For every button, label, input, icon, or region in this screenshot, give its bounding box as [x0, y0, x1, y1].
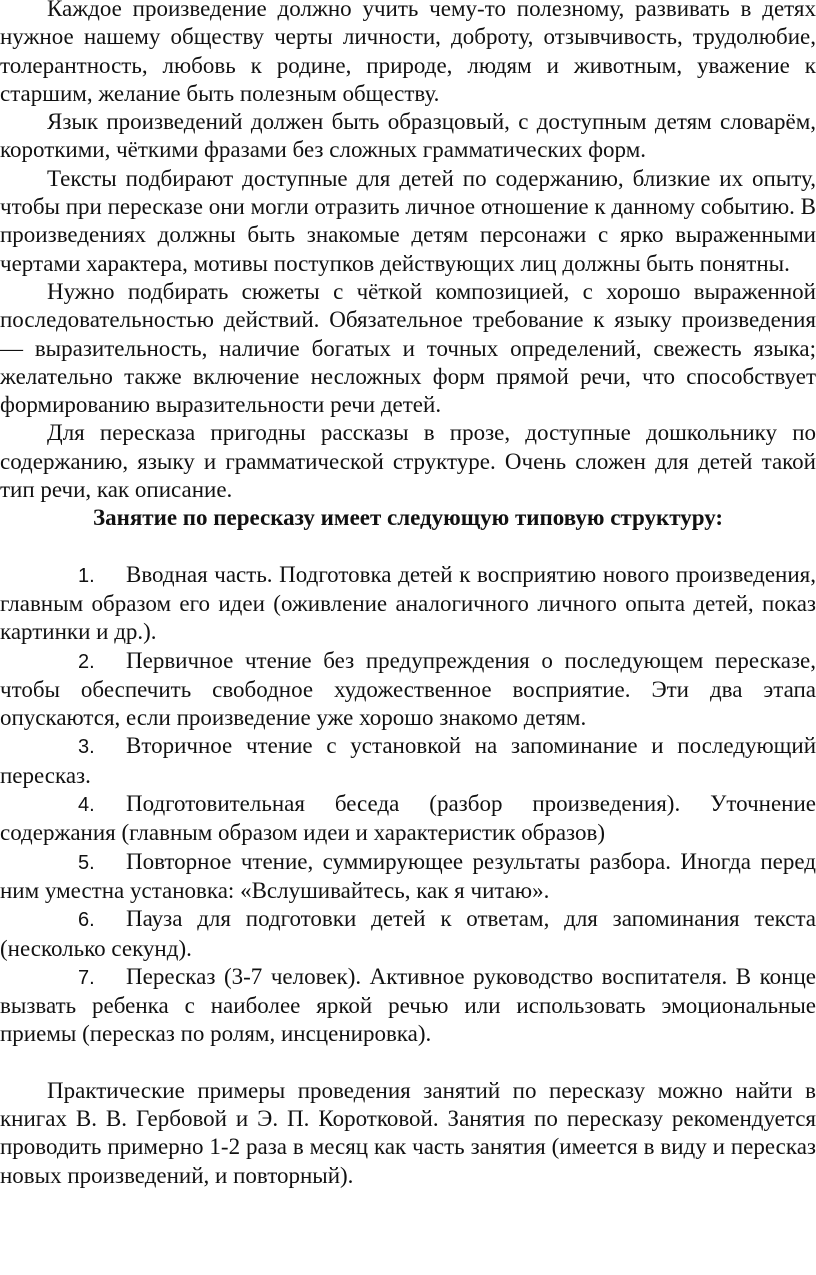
paragraph-3: Тексты подбирают доступные для детей по содержанию, близкие их опыту, чтобы при пересказе они могли отразить личное отношение к данному событию. В произведениях должны быть знакомые детям персонажи с ярко выраженными чертами характера, мотивы поступков действующих лиц должны быть понятны. [0, 165, 816, 276]
list-item-number: 2. [78, 650, 95, 673]
final-paragraph: Практические примеры проведения занятий по пересказу можно найти в книгах В. В. Гербовой и Э. П. Коротковой. Занятия по пересказу рекомендуется проводить примерно 1-2 раза в месяц как часть занятия (имеется в виду и пересказ новых произведений, и повторный). [0, 1077, 816, 1188]
list-item [0, 905, 816, 963]
list-item-number: 6. [78, 909, 95, 932]
list-item-text: Пересказ (3-7 человек). Активное руководство воспитателя. В конце вызвать ребенка с наиболее яркой речью или использовать эмоциональные приемы (пересказ по ролям, инсценировка). [0, 963, 816, 1047]
list-item-text: Подготовительная беседа (разбор произведения). Уточнение содержания (главным образом идеи и характеристик образов) [0, 791, 816, 846]
list-item [0, 561, 816, 647]
list-item [0, 848, 816, 906]
list-item-text: Повторное чтение, суммирующее результаты разбора. Иногда перед ним уместна установка: «Вслушивайтесь, как я читаю». [0, 848, 816, 903]
list-item-text: Вводная часть. Подготовка детей к восприятию нового произведения, главным образом его идеи (оживление аналогичного личного опыта детей, показ картинки и др.). [0, 561, 816, 645]
list-item-number: 4. [78, 794, 95, 817]
paragraph-2: Язык произведений должен быть образцовый, с доступным детям словарём, короткими, чёткими фразами без сложных грамматических форм. [0, 109, 816, 163]
list-item [0, 647, 816, 733]
list-item-text: Вторичное чтение с установкой на запоминание и последующий пересказ. [0, 733, 816, 788]
structure-list [0, 561, 816, 1049]
paragraph-4: Нужно подбирать сюжеты с чёткой композицией, с хорошо выраженной последовательностью действий. Обязательное требование к языку произведения — выразительность, наличие богатых и точных определений, свежесть языка; желательно также включение несложных форм прямой речи, что способствует формированию выразительности речи детей. [0, 278, 816, 418]
paragraph-1: Каждое произведение должно учить чему-то полезному, развивать в детях нужное нашему обществу черты личности, доброту, отзывчивость, трудолюбие, толерантность, любовь к родине, природе, людям и животным, уважение к старшим, желание быть полезным обществу. [0, 0, 816, 106]
list-item-number: 3. [78, 736, 95, 759]
list-item-number: 7. [78, 966, 95, 989]
list-item-number: 5. [78, 851, 95, 874]
list-item-text: Пауза для подготовки детей к ответам, для запоминания текста (несколько секунд). [0, 906, 816, 961]
list-item [0, 790, 816, 848]
paragraph-5: Для пересказа пригодны рассказы в прозе, доступные дошкольнику по содержанию, языку и грамматической структуре. Очень сложен для детей такой тип речи, как описание. [0, 420, 816, 503]
list-item [0, 963, 816, 1049]
section-heading: Занятие по пересказу имеет следующую типовую структуру: [92, 505, 724, 531]
list-item-text: Первичное чтение без предупреждения о последующем пересказе, чтобы обеспечить свободное художественное восприятие. Эти два этапа опускаются, если произведение уже хорошо знакомо детям. [0, 647, 816, 731]
list-item [0, 732, 816, 790]
list-item-number: 1. [78, 564, 95, 587]
